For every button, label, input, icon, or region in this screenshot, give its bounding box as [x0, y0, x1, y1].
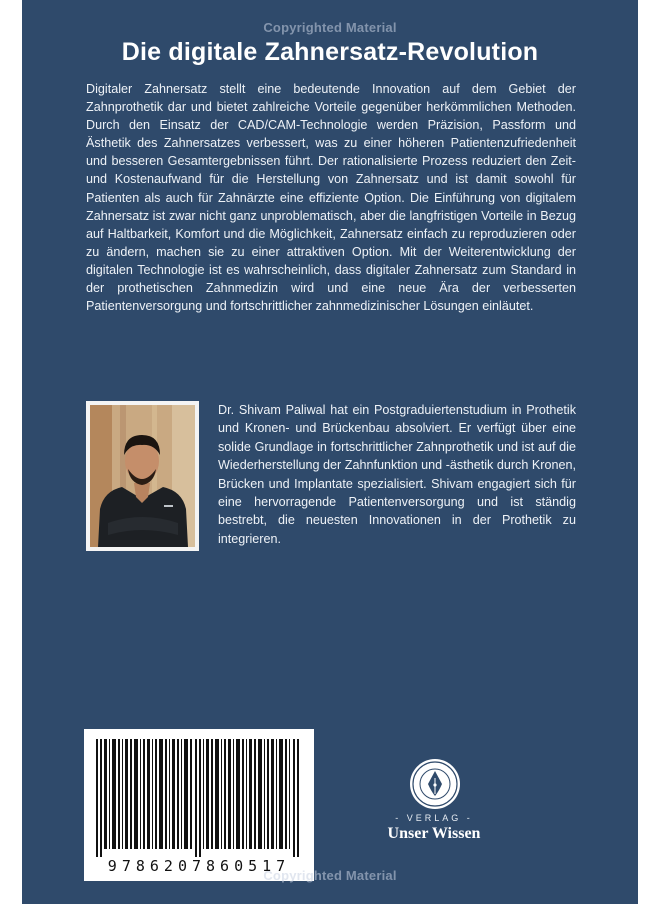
isbn-barcode	[84, 729, 314, 881]
isbn-number: 9786207860517	[107, 857, 291, 875]
book-description: Digitaler Zahnersatz stellt eine bedeutende Innovation auf dem Gebiet der Zahnprothetik dar und bietet zahlreiche Vorteile gegenüber herkömmlichen Methoden. Durch den Einsatz der CAD/CAM-Technologie werden Präzision, Passform und Ästhetik des Zahnersatzes verbessert, was zu einer höheren Patientenzufriedenheit und besseren Gesamtergebnissen führt. Der rationalisierte Prozess reduziert den Zeit- und Kostenaufwand für die Herstellung von Zahnersatz und ist damit sowohl für Patienten als auch für Zahnärzte eine effiziente Option. Die Einführung von digitalem Zahnersatz ist zwar nicht ganz unproblematisch, aber die langfristigen Vorteile in Bezug auf Haltbarkeit, Komfort und die Möglichkeit, Zahnersatz einfach zu reproduzieren oder zu ändern, machen sie zu einer attraktiven Option. Mit der Weiterentwicklung der digitalen Technologie ist es wahrscheinlich, dass digitaler Zahnersatz zum Standard in der prothetischen Zahnmedizin wird und eine neue Ära der verbesserten Patientenversorgung und fortschrittlicher zahnmedizinischer Lösungen einläutet.	[86, 82, 576, 314]
barcode-icon	[94, 739, 304, 857]
book-back-cover	[22, 0, 638, 904]
publisher-name: Unser Wissen	[387, 825, 481, 842]
book-title: Die digitale Zahnersatz-Revolution	[121, 38, 539, 66]
publisher-verlag-label: - VERLAG -	[395, 813, 473, 823]
quill-seal-icon	[409, 758, 461, 810]
watermark-bottom: Copyrighted Material	[263, 868, 397, 883]
publisher-logo	[374, 758, 494, 848]
watermark-top: Copyrighted Material	[263, 20, 397, 35]
author-portrait-image	[90, 405, 195, 547]
author-photo	[86, 401, 199, 551]
author-bio: Dr. Shivam Paliwal hat ein Postgraduiertenstudium in Prothetik und Kronen- und Brückenbau absolviert. Er verfügt über eine solide Grundlage in fortschrittlicher Zahnprothetik und ist auf die Wiederherstellung der Zahnfunktion und -ästhetik durch Kronen, Brücken und Implantate spezialisiert. Shivam engagiert sich für eine hervorragende Patientenversorgung und ist ständig bestrebt, die neuesten Innovationen in der Prothetik zu integrieren.	[218, 403, 576, 546]
